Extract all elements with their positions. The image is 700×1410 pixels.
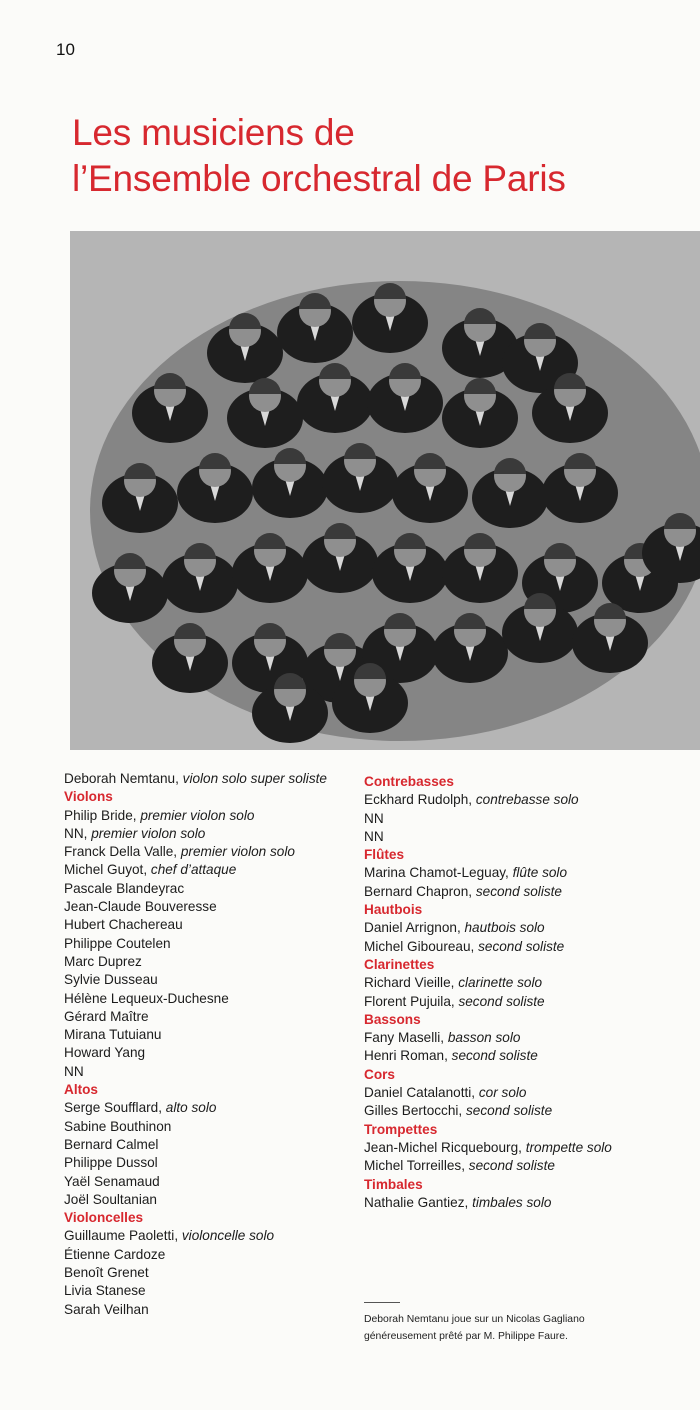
musician-entry <box>64 990 354 1008</box>
member-name: Pascale Blandeyrac <box>64 880 185 896</box>
member-role: premier violon solo <box>180 844 295 860</box>
member-role: flûte solo <box>512 865 568 881</box>
section-title: Flûtes <box>364 847 405 863</box>
section-title: Hautbois <box>364 902 423 918</box>
musician-entry <box>364 1157 664 1175</box>
member-role: second soliste <box>458 993 545 1009</box>
member-name: Marc Duprez <box>64 953 142 969</box>
member-role: second soliste <box>475 883 562 899</box>
member-name: Marina Chamot-Leguay, <box>364 865 513 881</box>
footnote-divider <box>364 1302 400 1303</box>
member-role: premier violon solo <box>91 825 206 841</box>
member-name: Sylvie Dusseau <box>64 972 158 988</box>
musician-entry <box>64 1026 354 1044</box>
member-name: NN <box>64 1063 84 1079</box>
member-role: contrebasse solo <box>475 792 579 808</box>
musician-entry <box>64 1246 354 1264</box>
member-name: Livia Stanese <box>64 1283 146 1299</box>
musician-entry <box>64 953 354 971</box>
musician-entry <box>64 1044 354 1062</box>
musician-entry <box>364 1084 664 1102</box>
page-number: 10 <box>56 40 75 59</box>
musician-entry <box>364 1047 664 1065</box>
member-name: Nathalie Gantiez, <box>364 1194 473 1210</box>
member-role: hautbois solo <box>464 920 545 936</box>
member-name: Philippe Dussol <box>64 1155 158 1171</box>
musician-entry <box>364 810 664 828</box>
lead-musician <box>64 770 354 788</box>
page-title-line-2: l’Ensemble orchestral de Paris <box>72 158 566 199</box>
member-name: Daniel Arrignon, <box>364 920 465 936</box>
musician-entry <box>64 1063 354 1081</box>
member-role: second soliste <box>478 938 565 954</box>
page-title <box>72 110 692 202</box>
musician-entry <box>364 864 664 882</box>
member-name: Deborah Nemtanu, <box>64 771 183 786</box>
section-title: Violoncelles <box>64 1210 144 1226</box>
musician-entry <box>364 1102 664 1120</box>
musician-entry <box>64 1301 354 1319</box>
musician-entry <box>64 1282 354 1300</box>
member-role: trompette solo <box>525 1139 612 1155</box>
member-name: Franck Della Valle, <box>64 844 181 860</box>
member-name: Bernard Calmel <box>64 1136 159 1152</box>
musician-entry <box>64 1264 354 1282</box>
musician-entry <box>364 1029 664 1047</box>
member-name: Gérard Maître <box>64 1008 149 1024</box>
member-name: Gilles Bertocchi, <box>364 1103 466 1119</box>
musician-entry <box>364 791 664 809</box>
member-role: premier violon solo <box>140 807 255 823</box>
member-name: Étienne Cardoze <box>64 1246 166 1262</box>
musician-entry <box>364 938 664 956</box>
page-title-line-1: Les musiciens de <box>72 112 355 153</box>
musician-entry <box>64 935 354 953</box>
member-name: Howard Yang <box>64 1045 146 1061</box>
musician-entry <box>364 883 664 901</box>
musician-entry <box>64 1118 354 1136</box>
musician-entry <box>64 807 354 825</box>
member-name: Yaël Senamaud <box>64 1173 160 1189</box>
musicians-list-left <box>64 770 354 1319</box>
musician-entry <box>364 919 664 937</box>
member-name: Joël Soultanian <box>64 1191 157 1207</box>
member-name: Serge Soufflard, <box>64 1100 166 1116</box>
member-role: chef d’attaque <box>150 862 237 878</box>
musician-entry <box>64 861 354 879</box>
footnote <box>364 1311 684 1345</box>
member-name: Philip Bride, <box>64 807 141 823</box>
section-title: Cors <box>364 1066 395 1082</box>
section-title: Clarinettes <box>364 956 435 972</box>
musician-entry <box>64 1099 354 1117</box>
member-role: second soliste <box>468 1158 555 1174</box>
member-name: Jean-Michel Ricquebourg, <box>364 1139 526 1155</box>
musician-entry <box>64 843 354 861</box>
member-role: clarinette solo <box>458 975 543 991</box>
footnote-line-2: généreusement prêté par M. Philippe Faure. <box>364 1331 568 1342</box>
member-name: Michel Guyot, <box>64 862 151 878</box>
musician-entry <box>64 898 354 916</box>
musician-entry <box>64 825 354 843</box>
musicians-list-right <box>364 773 664 1212</box>
section-title: Contrebasses <box>364 774 454 789</box>
musician-entry <box>364 828 664 846</box>
member-name: Michel Torreilles, <box>364 1158 469 1174</box>
member-name: Florent Pujuila, <box>364 993 459 1009</box>
member-name: Hubert Chachereau <box>64 917 183 933</box>
musician-entry <box>64 1008 354 1026</box>
member-name: Bernard Chapron, <box>364 883 476 899</box>
member-name: Mirana Tutuianu <box>64 1027 162 1043</box>
musician-entry <box>364 993 664 1011</box>
member-name: Benoît Grenet <box>64 1265 149 1281</box>
member-name: Hélène Lequeux-Duchesne <box>64 990 229 1006</box>
member-name: Jean-Claude Bouveresse <box>64 899 217 915</box>
member-name: Michel Giboureau, <box>364 938 479 954</box>
member-name: Henri Roman, <box>364 1048 452 1064</box>
left-sections <box>64 788 354 1319</box>
member-name: Richard Vieille, <box>364 975 459 991</box>
footnote-line-1: Deborah Nemtanu joue sur un Nicolas Gagliano <box>364 1314 585 1325</box>
musician-entry <box>364 974 664 992</box>
member-name: Sabine Bouthinon <box>64 1118 172 1134</box>
musician-entry <box>64 1227 354 1245</box>
musician-entry <box>64 971 354 989</box>
member-name: NN, <box>64 825 92 841</box>
member-role: basson solo <box>447 1030 521 1046</box>
musician-entry <box>64 1154 354 1172</box>
orchestra-group-photo <box>70 231 700 750</box>
section-title: Violons <box>64 789 113 805</box>
musician-entry <box>64 1173 354 1191</box>
member-role: second soliste <box>466 1103 553 1119</box>
member-role: violoncelle solo <box>181 1228 275 1244</box>
member-name: Fany Maselli, <box>364 1030 448 1046</box>
member-name: Sarah Veilhan <box>64 1301 149 1317</box>
member-role: alto solo <box>165 1100 217 1116</box>
member-role: violon solo super soliste <box>182 771 327 786</box>
section-title: Trompettes <box>364 1121 438 1137</box>
member-role: timbales solo <box>472 1194 552 1210</box>
musician-entry <box>64 1191 354 1209</box>
member-role: second soliste <box>451 1048 538 1064</box>
member-name: Philippe Coutelen <box>64 935 171 951</box>
musician-entry <box>364 1194 664 1212</box>
member-name: Daniel Catalanotti, <box>364 1085 479 1101</box>
section-title: Altos <box>64 1082 98 1098</box>
section-title: Bassons <box>364 1011 421 1027</box>
musician-entry <box>364 1139 664 1157</box>
member-name: Guillaume Paoletti, <box>64 1228 182 1244</box>
orchestra-photo-illustration <box>70 231 700 750</box>
section-title: Timbales <box>364 1176 423 1192</box>
musician-entry <box>64 1136 354 1154</box>
musician-entry <box>64 880 354 898</box>
member-name: NN <box>364 810 384 826</box>
member-name: NN <box>364 828 384 844</box>
member-role: cor solo <box>478 1085 527 1101</box>
member-name: Eckhard Rudolph, <box>364 792 476 808</box>
musician-entry <box>64 916 354 934</box>
right-sections <box>364 773 664 1212</box>
